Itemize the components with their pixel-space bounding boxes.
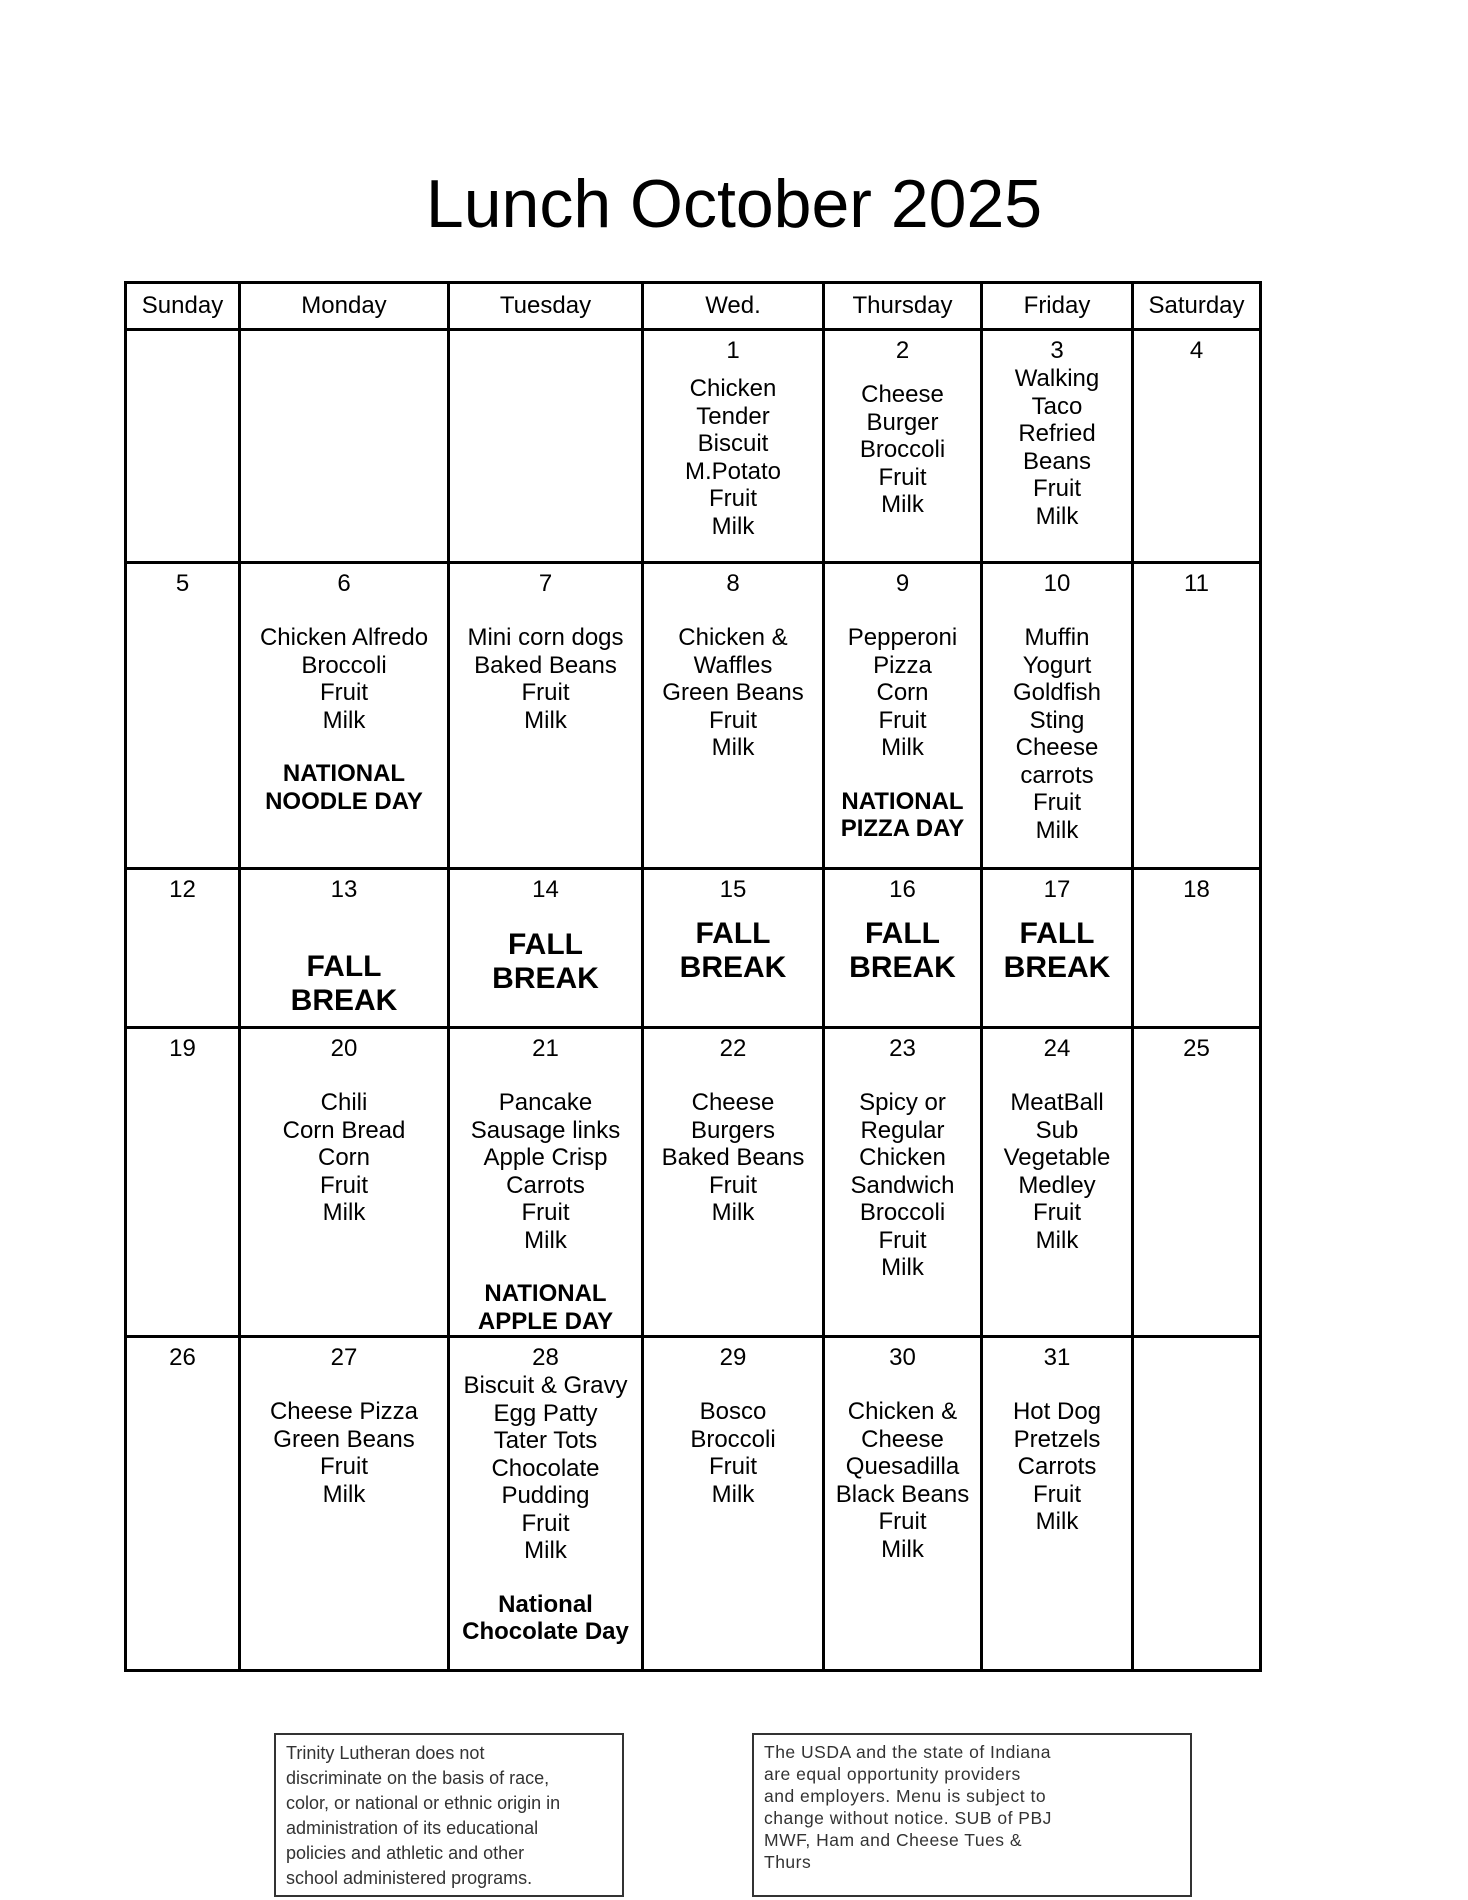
menu-item: Carrots [1017, 1453, 1097, 1480]
menu-item: Waffles [693, 651, 773, 679]
menu-item: Biscuit & Gravy [463, 1372, 628, 1399]
special-day-line: Chocolate Day [462, 1618, 629, 1645]
day-cell [824, 1337, 982, 1671]
notice-line: The USDA and the state of Indiana [764, 1742, 1051, 1762]
day-cell [982, 1028, 1133, 1337]
menu-item: Burgers [690, 1116, 776, 1144]
lunch-calendar [124, 281, 1262, 1672]
day-cell [449, 1028, 643, 1337]
day-cell [240, 1028, 449, 1337]
day-number: 17 [1043, 876, 1071, 903]
day-number: 8 [726, 570, 740, 597]
day-cell [449, 1337, 643, 1671]
menu-item: Milk [711, 1480, 755, 1508]
menu-item: Pancake [498, 1089, 593, 1116]
day-cell [240, 869, 449, 1028]
special-day-line: PIZZA DAY [840, 815, 965, 842]
menu-item: Green Beans [273, 1425, 415, 1453]
special-day-note [265, 760, 423, 815]
day-cell [643, 330, 824, 563]
day-cell [126, 1028, 240, 1337]
menu-item: Spicy or [859, 1089, 946, 1116]
menu-item: Milk [881, 1254, 924, 1281]
menu-item: carrots [1020, 761, 1094, 789]
menu-item: Milk [524, 1226, 567, 1254]
menu-item: Tender [696, 402, 770, 430]
menu-item: Sub [1035, 1116, 1079, 1144]
day-number: 27 [330, 1344, 358, 1371]
day-cell [824, 563, 982, 869]
menu-item: Egg Patty [493, 1399, 598, 1427]
day-number: 24 [1043, 1035, 1071, 1062]
special-day-line: NOODLE DAY [265, 787, 423, 815]
menu-item: Chicken & [678, 624, 788, 651]
menu-item: Fruit [878, 1508, 927, 1535]
notice-line: policies and athletic and other [286, 1843, 525, 1863]
day-number: 18 [1183, 876, 1210, 903]
day-cell [982, 563, 1133, 869]
day-number: 13 [330, 876, 358, 903]
menu-item: Refried [1018, 420, 1096, 447]
week-row [126, 1028, 1261, 1337]
menu-item: Green Beans [662, 679, 804, 706]
menu-item: Fruit [521, 1199, 570, 1226]
day-number: 5 [175, 570, 190, 597]
menu-item: Black Beans [835, 1480, 970, 1508]
notice-line: Trinity Lutheran does not [286, 1743, 485, 1763]
notice-line: school administered programs. [286, 1868, 533, 1888]
day-cell [1133, 1337, 1261, 1671]
day-number: 2 [895, 337, 910, 364]
menu-item: Corn Bread [282, 1116, 406, 1144]
menu-item: Fruit [709, 706, 757, 734]
notice-line: MWF, Ham and Cheese Tues & [764, 1830, 1023, 1850]
menu-item: Cheese Pizza [269, 1398, 419, 1425]
day-number: 30 [889, 1344, 916, 1371]
day-cell [240, 563, 449, 869]
special-day-note [462, 1591, 629, 1646]
menu-item: Fruit [521, 679, 570, 706]
menu-item: Milk [322, 706, 366, 734]
menu-item: Chicken & [847, 1398, 958, 1425]
menu-item: Hot Dog [1012, 1398, 1102, 1425]
menu-item: Milk [711, 734, 755, 761]
menu-item: Milk [322, 1480, 366, 1508]
menu-item: Corn [317, 1144, 371, 1171]
notice-line: change without notice. SUB of PBJ [764, 1808, 1052, 1828]
day-cell [1133, 869, 1261, 1028]
notice-line: discriminate on the basis of race, [286, 1768, 550, 1788]
menu-item: Milk [1035, 816, 1079, 844]
menu-item: Fruit [521, 1509, 570, 1537]
menu-item: Fruit [320, 679, 368, 706]
day-cell [449, 330, 643, 563]
day-cell [449, 563, 643, 869]
usda-notice [752, 1733, 1192, 1897]
day-cell [643, 869, 824, 1028]
menu-item: Milk [881, 491, 924, 518]
menu-item: Cheese [1015, 734, 1099, 761]
menu-item: Muffin [1024, 624, 1090, 651]
special-day-line: National [498, 1590, 593, 1618]
header-wednesday: Wed. [643, 283, 824, 330]
menu-item: Chicken Alfredo [259, 624, 429, 651]
fall-break-label: FALL [865, 917, 940, 950]
menu-item: Fruit [878, 1226, 927, 1254]
menu-item: Corn [876, 679, 929, 706]
special-day-note [478, 1280, 613, 1335]
notice-line: are equal opportunity providers [764, 1764, 1021, 1784]
day-cell [982, 869, 1133, 1028]
menu-item: Mini corn dogs [467, 624, 624, 651]
day-cell [240, 330, 449, 563]
menu-item: Milk [1035, 1226, 1079, 1254]
menu-item: Pretzels [1013, 1425, 1101, 1453]
menu-item: Fruit [878, 706, 927, 734]
day-number: 26 [169, 1344, 196, 1371]
menu-item: Burger [866, 408, 939, 436]
special-day-line: NATIONAL [484, 1280, 607, 1307]
menu-item: Fruit [1033, 475, 1081, 502]
menu-item: Fruit [320, 1171, 368, 1199]
menu-item: Milk [711, 1199, 755, 1226]
special-day-line: APPLE DAY [477, 1307, 614, 1335]
header-sunday: Sunday [126, 283, 240, 330]
notice-line: and employers. Menu is subject to [764, 1786, 1047, 1806]
day-cell [982, 1337, 1133, 1671]
menu-item: Milk [322, 1199, 366, 1226]
weekday-header-row [126, 283, 1261, 330]
menu-item: Milk [524, 706, 567, 734]
menu-item: Fruit [709, 1171, 757, 1199]
fall-break-label: BREAK [849, 951, 956, 984]
week-row [126, 330, 1261, 563]
menu-item: Tater Tots [493, 1427, 598, 1454]
day-number: 29 [719, 1344, 747, 1371]
menu-item: Milk [711, 512, 755, 540]
special-day-note [841, 788, 965, 843]
day-number: 10 [1043, 570, 1071, 597]
notice-line: administration of its educational [286, 1818, 539, 1838]
day-number: 31 [1043, 1344, 1071, 1371]
menu-item: Sandwich [850, 1171, 955, 1199]
menu-item: Yogurt [1022, 651, 1092, 679]
header-tuesday: Tuesday [449, 283, 643, 330]
menu-item: Baked Beans [474, 651, 617, 679]
menu-item: Pudding [501, 1482, 590, 1509]
day-number: 14 [532, 876, 559, 903]
fall-break-label: BREAK [1003, 951, 1111, 984]
menu-item: Walking [1014, 365, 1100, 392]
menu-item: Cheese [861, 1425, 944, 1453]
notice-line: Thurs [764, 1852, 812, 1872]
header-saturday: Saturday [1133, 283, 1261, 330]
menu-item: Fruit [1033, 1480, 1081, 1508]
notice-line: color, or national or ethnic origin in [286, 1793, 561, 1813]
day-number: 6 [337, 570, 351, 597]
week-row [126, 563, 1261, 869]
menu-item: Broccoli [859, 1199, 946, 1226]
header-monday: Monday [240, 283, 449, 330]
week-row [126, 1337, 1261, 1671]
day-cell [126, 1337, 240, 1671]
day-cell [1133, 1028, 1261, 1337]
menu-item: Chili [320, 1089, 368, 1116]
special-day-line: NATIONAL [841, 787, 964, 815]
menu-item: Beans [1022, 447, 1092, 475]
day-number: 15 [719, 876, 747, 903]
day-number: 1 [726, 337, 740, 364]
menu-item: Broccoli [690, 1425, 776, 1453]
menu-item: Sausage links [470, 1116, 621, 1144]
day-cell [449, 869, 643, 1028]
day-cell [824, 330, 982, 563]
day-number: 3 [1050, 337, 1064, 364]
menu-item: Taco [1031, 392, 1083, 420]
menu-item: Chocolate [491, 1454, 600, 1482]
special-day-line: NATIONAL [282, 760, 406, 787]
fall-break-label: FALL [306, 950, 382, 983]
day-cell [126, 330, 240, 563]
day-cell [126, 869, 240, 1028]
menu-item: Baked Beans [661, 1144, 805, 1171]
menu-item: Regular [860, 1116, 945, 1144]
day-cell [824, 869, 982, 1028]
menu-item: M.Potato [684, 457, 782, 485]
day-cell [824, 1028, 982, 1337]
menu-item: MeatBall [1010, 1089, 1104, 1116]
day-number: 16 [889, 876, 916, 903]
menu-item: Sting [1029, 706, 1085, 734]
day-cell [126, 563, 240, 869]
header-friday: Friday [982, 283, 1133, 330]
menu-item: Broccoli [301, 651, 387, 679]
header-thursday: Thursday [824, 283, 982, 330]
menu-item: Chicken [689, 375, 777, 402]
day-number: 22 [719, 1035, 747, 1062]
menu-item: Biscuit [697, 430, 769, 457]
day-number: 4 [1189, 337, 1204, 364]
day-number: 9 [895, 570, 910, 597]
menu-item: Fruit [709, 1453, 757, 1480]
day-number: 12 [169, 876, 196, 903]
menu-item: Cheese [691, 1089, 775, 1116]
day-number: 23 [889, 1035, 916, 1062]
menu-item: Broccoli [859, 436, 946, 463]
menu-item: Chicken [859, 1144, 946, 1171]
menu-item: Pizza [873, 651, 932, 679]
week-row [126, 869, 1261, 1028]
menu-item: Fruit [1033, 789, 1081, 816]
menu-item: Medley [1018, 1171, 1096, 1199]
day-number: 11 [1184, 570, 1209, 597]
day-number: 25 [1183, 1035, 1210, 1062]
menu-item: Goldfish [1012, 679, 1102, 706]
fall-break-label: BREAK [290, 984, 398, 1017]
menu-item: Cheese [861, 381, 944, 408]
menu-item: Milk [524, 1537, 567, 1564]
day-cell [1133, 330, 1261, 563]
day-cell [643, 1028, 824, 1337]
nondiscrimination-notice [274, 1733, 624, 1897]
menu-item: Fruit [878, 463, 927, 491]
day-number: 19 [169, 1035, 196, 1062]
menu-item: Bosco [699, 1398, 767, 1425]
fall-break-label: FALL [1019, 917, 1095, 950]
menu-item: Carrots [506, 1171, 585, 1199]
day-cell [240, 1337, 449, 1671]
day-number: 20 [330, 1035, 358, 1062]
menu-item: Fruit [320, 1453, 368, 1480]
page-title: Lunch October 2025 [425, 166, 1043, 242]
menu-item: Milk [881, 1535, 924, 1563]
day-number: 7 [538, 570, 553, 597]
menu-item: Pepperoni [847, 624, 958, 651]
day-cell [1133, 563, 1261, 869]
fall-break-label: BREAK [679, 951, 787, 984]
day-cell [982, 330, 1133, 563]
menu-item: Milk [881, 734, 924, 761]
menu-item: Fruit [1033, 1199, 1081, 1226]
day-number: 21 [532, 1035, 559, 1062]
day-cell [643, 563, 824, 869]
menu-item: Apple Crisp [483, 1144, 608, 1171]
fall-break-label: FALL [695, 917, 771, 950]
fall-break-label: FALL [508, 928, 583, 961]
menu-item: Fruit [709, 485, 757, 512]
menu-item: Vegetable [1003, 1144, 1111, 1171]
menu-item: Quesadilla [845, 1453, 960, 1480]
menu-item: Milk [1035, 1508, 1079, 1535]
menu-item: Milk [1035, 502, 1079, 530]
day-number: 28 [532, 1344, 559, 1371]
fall-break-label: BREAK [492, 962, 599, 995]
day-cell [643, 1337, 824, 1671]
